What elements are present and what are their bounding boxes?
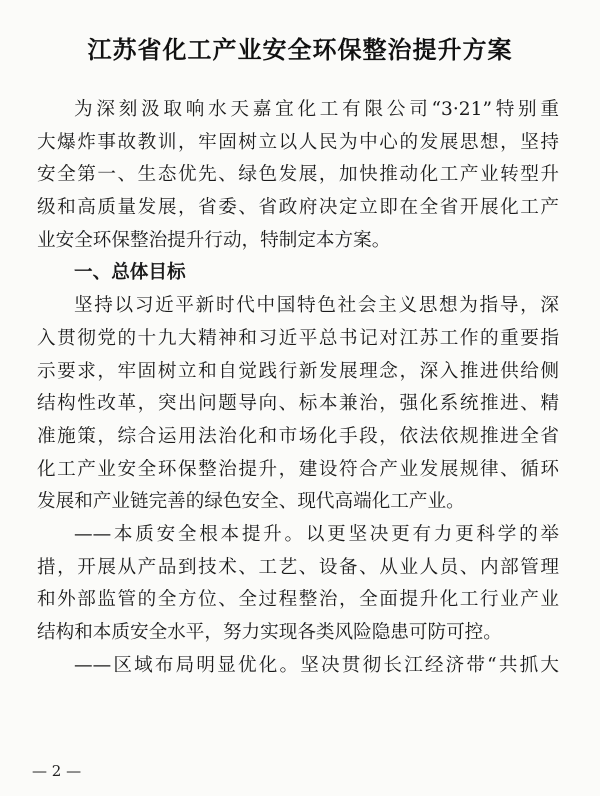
paragraph-line: 准施策，综合运用法治化和市场化手段，依法依规推进全省 [37,425,559,447]
paragraph-line: 结构性改革，突出问题导向、标本兼治，强化系统推进、精 [37,393,559,415]
paragraph-line: 示要求，牢固树立和自觉践行新发展理念，深入推进供给侧 [37,360,559,382]
paragraph-line: 措，开展从产品到技术、工艺、设备、从业人员、内部管理 [37,556,559,578]
document-body [37,94,559,682]
paragraph-line: 入贯彻党的十九大精神和习近平总书记对江苏工作的重要指 [37,327,559,349]
paragraph-line: 安全第一、生态优先、绿色发展，加快推动化工产业转型升 [37,164,559,186]
paragraph-line: 结构和本质安全水平，努力实现各类风险隐患可防可控。 [37,622,502,643]
paragraph-line: ——区域布局明显优化。坚决贯彻长江经济带“共抓大 [74,654,559,676]
paragraph-line: 为深刻汲取响水天嘉宜化工有限公司“3·21”特别重 [74,99,559,120]
paragraph-line: ——本质安全根本提升。以更坚决更有力更科学的举 [74,523,559,545]
paragraph-line: 化工产业安全环保整治提升，建设符合产业发展规律、循环 [37,458,559,480]
paragraph-line: 业安全环保整治提升行动，特制定本方案。 [37,229,391,251]
paragraph-line: 级和高质量发展，省委、省政府决定立即在全省开展化工产 [37,197,559,219]
document-title: 江苏省化工产业安全环保整治提升方案 [87,36,513,64]
section-heading: 一、总体目标 [74,262,186,284]
paragraph-line: 发展和产业链完善的绿色安全、现代高端化工产业。 [37,491,465,513]
paragraph-line: 坚持以习近平新时代中国特色社会主义思想为指导，深 [74,295,559,317]
paragraph-line: 和外部监管的全方位、全过程整治，全面提升化工行业产业 [37,589,559,611]
page-number: — 2 — [32,762,82,780]
paragraph-line: 大爆炸事故教训，牢固树立以人民为中心的发展思想，坚持 [37,131,559,153]
